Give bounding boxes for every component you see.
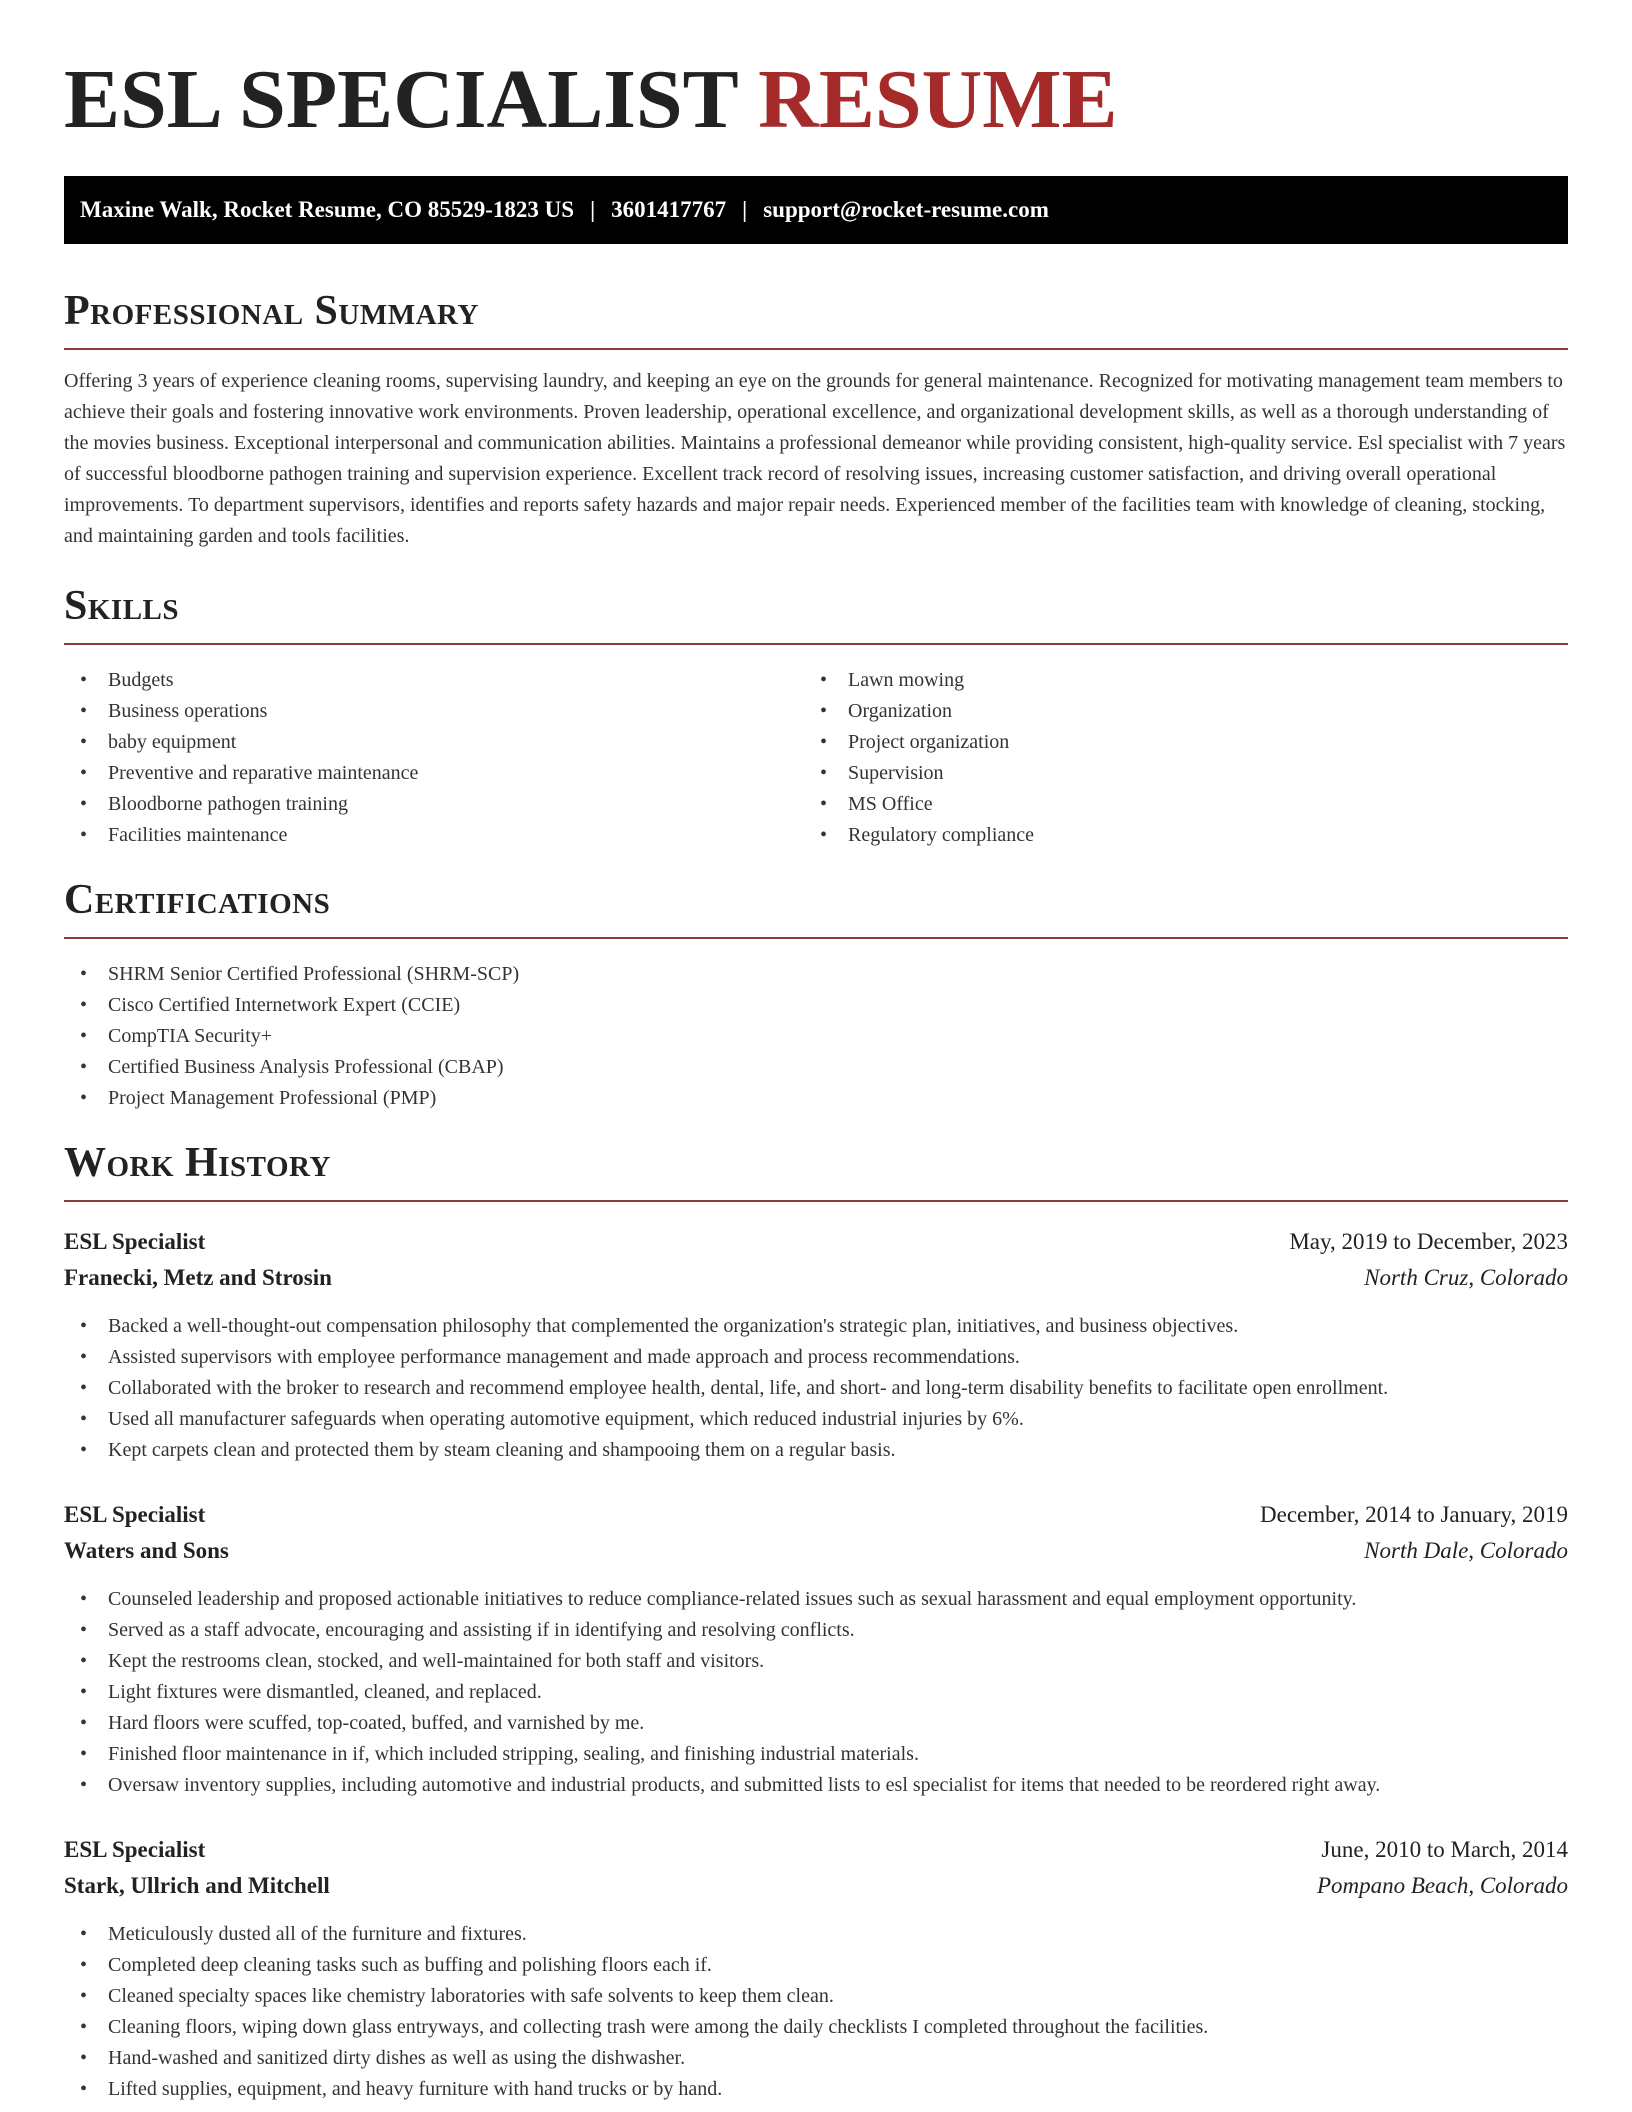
summary-heading: Professional Summary	[64, 288, 479, 334]
job-company-row	[64, 1533, 1568, 1569]
skill-item: • Business operations	[64, 696, 804, 727]
job-bullet: • Lifted supplies, equipment, and heavy furniture with hand trucks or by hand.	[64, 2074, 1544, 2105]
skills-list-left	[64, 665, 804, 851]
job-title: ESL Specialist	[64, 1229, 206, 1254]
job-company: Stark, Ullrich and Mitchell	[64, 1873, 330, 1898]
summary-section-header	[64, 290, 1568, 350]
contact-address: Maxine Walk, Rocket Resume, CO 85529-1823 US	[80, 197, 575, 222]
summary-text: Offering 3 years of experience cleaning rooms, supervising laundry, and keeping an eye on the grounds for general maintenance. Recognized for motivating management team members to achieve their goals and fostering innovative work environments. Proven leadership, operational excellence, and organizational development skills, as well as a thorough understanding of the movies business. Exceptional interpersonal and communication abilities. Maintains a professional demeanor while providing consistent, high-quality service. Esl specialist with 7 years of successful bloodborne pathogen training and supervision experience. Excellent track record of resolving issues, increasing customer satisfaction, and driving overall operational improvements. To department supervisors, identifies and reports safety hazards and major repair needs. Experienced member of the facilities team with knowledge of cleaning, stocking, and maintaining garden and tools facilities.	[64, 370, 1566, 547]
skills-section-header	[64, 585, 1568, 645]
certifications-section-header	[64, 879, 1568, 939]
job-location: North Cruz, Colorado	[1364, 1265, 1568, 1290]
job-bullet: • Served as a staff advocate, encouraging and assisting if in identifying and resolving conflicts.	[64, 1615, 1544, 1646]
job-title: ESL Specialist	[64, 1502, 206, 1527]
job-bullet: • Counseled leadership and proposed actionable initiatives to reduce compliance-related issues such as sexual harassment and equal employment opportunity.	[64, 1584, 1544, 1615]
job-bullets	[64, 1311, 1544, 1466]
job-location: North Dale, Colorado	[1364, 1538, 1568, 1563]
title-main: ESL SPECIALIST	[64, 53, 738, 146]
skill-item: • Organization	[804, 696, 1544, 727]
certifications-list	[64, 959, 1544, 1114]
contact-separator: |	[742, 197, 748, 222]
job-header-row	[64, 1497, 1568, 1533]
skill-item: • MS Office	[804, 789, 1544, 820]
job-dates: December, 2014 to January, 2019	[1260, 1502, 1568, 1527]
contact-separator: |	[590, 197, 596, 222]
work-section-header	[64, 1142, 1568, 1202]
job-bullet: • Finished floor maintenance in if, which included stripping, sealing, and finishing industrial materials.	[64, 1739, 1544, 1770]
job-title: ESL Specialist	[64, 1837, 206, 1862]
job-bullets	[64, 1919, 1544, 2105]
job-dates: June, 2010 to March, 2014	[1321, 1837, 1568, 1862]
job-bullet: • Used all manufacturer safeguards when operating automotive equipment, which reduced industrial injuries by 6%.	[64, 1404, 1544, 1435]
skill-item: • baby equipment	[64, 727, 804, 758]
skills-list-right	[804, 665, 1544, 851]
skill-item: • Supervision	[804, 758, 1544, 789]
skill-item: • Budgets	[64, 665, 804, 696]
job-bullet: • Cleaning floors, wiping down glass entryways, and collecting trash were among the daily checklists I completed throughout the facilities.	[64, 2012, 1544, 2043]
job-company: Waters and Sons	[64, 1538, 229, 1563]
skill-item: • Bloodborne pathogen training	[64, 789, 804, 820]
job-company-row	[64, 1868, 1568, 1904]
certifications-heading: Certifications	[64, 877, 331, 923]
skill-item: • Lawn mowing	[804, 665, 1544, 696]
job-bullet: • Collaborated with the broker to research and recommend employee health, dental, life, and short- and long-term disability benefits to facilitate open enrollment.	[64, 1373, 1544, 1404]
job-header-row	[64, 1224, 1568, 1260]
job-bullet: • Meticulously dusted all of the furniture and fixtures.	[64, 1919, 1544, 1950]
skills-heading: Skills	[64, 583, 180, 629]
skill-item: • Project organization	[804, 727, 1544, 758]
job-company-row	[64, 1260, 1568, 1296]
job-bullet: • Completed deep cleaning tasks such as buffing and polishing floors each if.	[64, 1950, 1544, 1981]
contact-email: support@rocket-resume.com	[763, 197, 1049, 222]
job-location: Pompano Beach, Colorado	[1316, 1873, 1568, 1898]
job-bullet: • Backed a well-thought-out compensation philosophy that complemented the organization's strategic plan, initiatives, and business objectives.	[64, 1311, 1544, 1342]
job-header-row	[64, 1832, 1568, 1868]
certification-item: • Project Management Professional (PMP)	[64, 1083, 1544, 1114]
skill-item: • Preventive and reparative maintenance	[64, 758, 804, 789]
job-bullets	[64, 1584, 1544, 1801]
contact-bar	[64, 176, 1568, 244]
skill-item: • Regulatory compliance	[804, 820, 1544, 851]
job-bullet: • Hand-washed and sanitized dirty dishes as well as using the dishwasher.	[64, 2043, 1544, 2074]
job-dates: May, 2019 to December, 2023	[1289, 1229, 1568, 1254]
certification-item: • SHRM Senior Certified Professional (SHRM-SCP)	[64, 959, 1544, 990]
job-bullet: • Kept carpets clean and protected them by steam cleaning and shampooing them on a regular basis.	[64, 1435, 1544, 1466]
contact-phone: 3601417767	[611, 197, 727, 222]
certification-item: • Cisco Certified Internetwork Expert (CCIE)	[64, 990, 1544, 1021]
skill-item: • Facilities maintenance	[64, 820, 804, 851]
job-bullet: • Hard floors were scuffed, top-coated, buffed, and varnished by me.	[64, 1708, 1544, 1739]
job-bullet: • Kept the restrooms clean, stocked, and well-maintained for both staff and visitors.	[64, 1646, 1544, 1677]
job-company: Franecki, Metz and Strosin	[64, 1265, 332, 1290]
job-bullet: • Oversaw inventory supplies, including automotive and industrial products, and submitted lists to esl specialist for items that needed to be reordered right away.	[64, 1770, 1544, 1801]
job-bullet: • Light fixtures were dismantled, cleaned, and replaced.	[64, 1677, 1544, 1708]
certification-item: • CompTIA Security+	[64, 1021, 1544, 1052]
document-title	[64, 53, 1118, 146]
job-bullet: • Cleaned specialty spaces like chemistry laboratories with safe solvents to keep them clean.	[64, 1981, 1544, 2012]
work-heading: Work History	[64, 1140, 331, 1186]
title-accent: RESUME	[758, 53, 1118, 146]
certification-item: • Certified Business Analysis Professional (CBAP)	[64, 1052, 1544, 1083]
job-bullet: • Assisted supervisors with employee performance management and made approach and process recommendations.	[64, 1342, 1544, 1373]
